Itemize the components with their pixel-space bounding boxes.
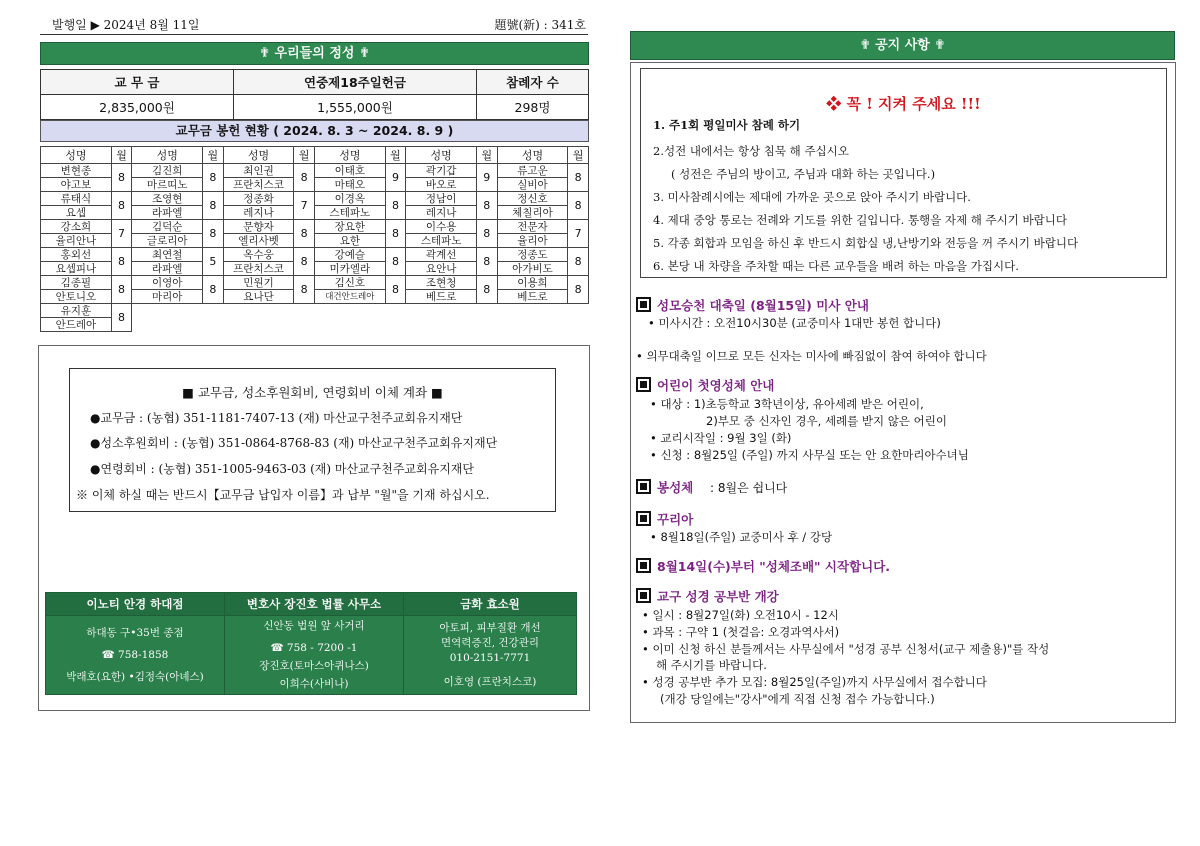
- col-header-month: 월: [203, 147, 224, 164]
- ad-optical-owner: 박래호(요한) •김정숙(아녜스): [66, 671, 204, 683]
- member-month: 8: [568, 276, 589, 304]
- section-first-communion-title: 어린이 첫영성체 안내: [657, 378, 775, 393]
- rule-2: 2.성전 내에서는 항상 침묵 해 주십시오: [653, 144, 849, 158]
- member-month: 8: [294, 276, 315, 304]
- member-baptismal-name: 아가비도: [497, 262, 568, 276]
- communion-target-1: • 대상 : 1)초등학교 3학년이상, 유아세례 받은 어린이,: [650, 397, 924, 411]
- member-baptismal-name: 레지나: [223, 206, 294, 220]
- ad-lawyer-phone: ☎ 758 - 7200 -1: [270, 642, 358, 654]
- col-header-name: 성명: [406, 147, 477, 164]
- rules-box: [640, 68, 1167, 278]
- communion-target-2: 2)부모 중 신자인 경우, 세례를 받지 않은 어린이: [706, 414, 948, 428]
- sick-communion-text: : 8월은 쉽니다: [710, 481, 788, 495]
- bible-study-form-2: 해 주시기를 바랍니다.: [656, 658, 767, 672]
- stats-header-attendance: 참례자 수: [477, 70, 589, 95]
- member-name: 최인권: [223, 164, 294, 178]
- square-bullet-icon: [636, 588, 651, 603]
- section-assumption-title: 성모승천 대축일 (8월15일) 미사 안내: [657, 298, 869, 313]
- member-name: 강예슬: [314, 248, 385, 262]
- offering-title: ✟ 우리들의 정성 ✟: [40, 42, 589, 65]
- member-baptismal-name: 실비아: [497, 178, 568, 192]
- account-line-vocation: ●성소후원회비 : (농협) 351-0864-8768-83 (재) 마산교구천주교회유지재단: [90, 436, 498, 450]
- rule-3: 3. 미사참례시에는 제대에 가까운 곳으로 앉아 주시기 바랍니다.: [653, 190, 971, 204]
- member-baptismal-name: 엘리사벳: [223, 234, 294, 248]
- stats-value-collection: 1,555,000원: [234, 95, 477, 120]
- rule-4: 4. 제대 중앙 통로는 전례와 기도를 위한 길입니다. 통행을 자제 해 주시기 바랍니다: [653, 213, 1067, 227]
- notice-title: ✟ 공지 사항 ✟: [630, 31, 1175, 60]
- member-month: 7: [294, 192, 315, 220]
- member-baptismal-name: 안토니오: [41, 290, 112, 304]
- member-name: 류태식: [41, 192, 112, 206]
- member-baptismal-name: 글로리아: [132, 234, 203, 248]
- member-baptismal-name: 스테파노: [406, 234, 477, 248]
- member-baptismal-name: 요안나: [406, 262, 477, 276]
- stats-header-collection: 연중제18주일헌금: [234, 70, 477, 95]
- member-month: 7: [111, 220, 132, 248]
- member-month: 8: [568, 248, 589, 276]
- col-header-month: 월: [477, 147, 498, 164]
- ads-table: [45, 592, 577, 695]
- square-bullet-icon: [636, 511, 651, 526]
- ad-lawyer-name: 장진호(토마스아퀴나스): [259, 660, 369, 672]
- member-month: 8: [385, 220, 406, 248]
- member-baptismal-name: 마르띠노: [132, 178, 203, 192]
- bible-study-form: • 이미 신청 하신 분들께서는 사무실에서 "성경 공부 신청서(교구 제출용)"를 작성: [642, 642, 1050, 656]
- member-name: 전문자: [497, 220, 568, 234]
- member-name: 김진희: [132, 164, 203, 178]
- col-header-name: 성명: [497, 147, 568, 164]
- communion-apply: • 신청 : 8월25일 (주일) 까지 사무실 또는 안 요한마리아수녀님: [650, 448, 969, 462]
- member-month: 8: [477, 192, 498, 220]
- square-bullet-icon: [636, 479, 651, 494]
- ad-body-lawyer: [225, 616, 404, 695]
- communion-start-date: • 교리시작일 : 9월 3일 (화): [650, 431, 792, 445]
- bible-study-extra: • 성경 공부반 추가 모집: 8월25일(주일)까지 사무실에서 접수합니다: [642, 675, 987, 689]
- member-month: 8: [477, 248, 498, 276]
- member-month: 9: [385, 164, 406, 192]
- issue-number: 題號(新) : 341호: [494, 18, 586, 32]
- member-name: 이영아: [132, 276, 203, 290]
- member-name: 김신호: [314, 276, 385, 290]
- member-month: 9: [477, 164, 498, 192]
- member-month: 8: [294, 248, 315, 276]
- assumption-obligation: • 의무대축일 이므로 모든 신자는 미사에 빠짐없이 참여 하여야 합니다: [636, 349, 987, 363]
- ad-body-enzyme: [404, 616, 577, 695]
- member-name: 이경옥: [314, 192, 385, 206]
- col-header-month: 월: [568, 147, 589, 164]
- member-month: 8: [294, 220, 315, 248]
- assumption-mass-time: • 미사시간 : 오전10시30분 (교중미사 1대만 봉헌 합니다): [648, 316, 941, 330]
- member-month: 8: [385, 248, 406, 276]
- member-name: 옥수웅: [223, 248, 294, 262]
- bible-study-time: • 일시 : 8월27일(화) 오전10시 - 12시: [642, 608, 839, 622]
- member-name: 장요한: [314, 220, 385, 234]
- member-month: 8: [568, 192, 589, 220]
- col-header-name: 성명: [314, 147, 385, 164]
- member-baptismal-name: 대건안드레아: [314, 290, 385, 304]
- member-baptismal-name: 미카엘라: [314, 262, 385, 276]
- member-name: 김덕순: [132, 220, 203, 234]
- bible-study-subject: • 과목 : 구약 1 (첫걸음: 오경과역사서): [642, 625, 840, 639]
- account-line-funeral: ●연령회비 : (농협) 351-1005-9463-03 (재) 마산교구천주교회유지재단: [90, 462, 474, 476]
- member-month: 8: [203, 192, 224, 220]
- ad-lawyer-staff: 이희수(사비나): [279, 678, 349, 690]
- member-month: 8: [568, 164, 589, 192]
- member-baptismal-name: 율리안나: [41, 234, 112, 248]
- rule-2-note: ( 성전은 주님의 방이고, 주님과 대화 하는 곳입니다.): [671, 167, 936, 181]
- curia-schedule: • 8월18일(주일) 교중미사 후 / 강당: [650, 530, 833, 544]
- account-box: [69, 368, 556, 512]
- member-baptismal-name: 라파엘: [132, 206, 203, 220]
- member-month: 8: [203, 164, 224, 192]
- member-month: 8: [294, 164, 315, 192]
- member-month: 8: [385, 192, 406, 220]
- member-baptismal-name: 베드로: [406, 290, 477, 304]
- member-name: 유지훈: [41, 304, 112, 318]
- member-name: 정남이: [406, 192, 477, 206]
- rule-1: 1. 주1회 평일미사 참례 하기: [653, 118, 801, 132]
- member-baptismal-name: 레지나: [406, 206, 477, 220]
- member-name: 곽기갑: [406, 164, 477, 178]
- member-name: 정종화: [223, 192, 294, 206]
- member-month: 8: [111, 164, 132, 192]
- square-bullet-icon: [636, 297, 651, 312]
- empty-cell: [132, 304, 589, 332]
- ad-enzyme-owner: 이호영 (프란치스코): [443, 675, 537, 688]
- member-name: 강소희: [41, 220, 112, 234]
- ad-body-optical: [46, 616, 225, 695]
- section-bible-study-title: 교구 성경 공부반 개강: [657, 589, 779, 604]
- section-curia: [636, 510, 693, 528]
- account-note: ※ 이체 하실 때는 반드시【교무금 납입자 이름】과 납부 "월"을 기재 하십시오.: [76, 488, 490, 502]
- stats-value-tithe: 2,835,000원: [41, 95, 234, 120]
- ad-name-enzyme: 금화 효소원: [404, 593, 577, 616]
- member-baptismal-name: 체칠리아: [497, 206, 568, 220]
- col-header-month: 월: [385, 147, 406, 164]
- ad-enzyme-line2: 면역력증진, 건강관리: [441, 636, 539, 649]
- ad-lawyer-address: 신안동 법원 앞 사거리: [263, 620, 365, 632]
- member-month: 7: [568, 220, 589, 248]
- member-name: 홍외선: [41, 248, 112, 262]
- ad-enzyme-line1: 아토피, 피부질환 개선: [439, 621, 541, 634]
- col-header-month: 월: [294, 147, 315, 164]
- member-baptismal-name: 요셉피나: [41, 262, 112, 276]
- contribution-title: 교무금 봉헌 현황 ( 2024. 8. 3 ~ 2024. 8. 9 ): [40, 120, 589, 142]
- stats-value-attendance: 298명: [477, 95, 589, 120]
- member-name: 정신호: [497, 192, 568, 206]
- member-name: 변현종: [41, 164, 112, 178]
- member-month: 5: [203, 248, 224, 276]
- offering-stats-table: [40, 69, 589, 120]
- col-header-name: 성명: [223, 147, 294, 164]
- member-month: 8: [111, 248, 132, 276]
- member-baptismal-name: 율리아: [497, 234, 568, 248]
- member-baptismal-name: 요한: [314, 234, 385, 248]
- section-bible-study: [636, 587, 779, 605]
- account-title: ■ 교무금, 성소후원회비, 연령회비 이체 계좌 ■: [182, 385, 443, 400]
- member-baptismal-name: 야고보: [41, 178, 112, 192]
- col-header-name: 성명: [132, 147, 203, 164]
- member-baptismal-name: 안드레아: [41, 318, 112, 332]
- member-month: 8: [203, 220, 224, 248]
- issue-header: [40, 14, 588, 35]
- member-name: 문향자: [223, 220, 294, 234]
- bible-study-extra-2: (개강 당일에는"강사"에게 직접 신청 접수 가능합니다.): [660, 692, 935, 706]
- section-sick-communion: [636, 478, 693, 496]
- member-month: 8: [111, 192, 132, 220]
- ad-name-optical: 이노티 안경 하대점: [46, 593, 225, 616]
- member-name: 이태호: [314, 164, 385, 178]
- rules-warning: ❖ 꼭 ! 지켜 주세요 !!!: [826, 95, 981, 113]
- member-name: 조영현: [132, 192, 203, 206]
- member-baptismal-name: 라파엘: [132, 262, 203, 276]
- section-curia-title: 꾸리아: [657, 512, 694, 527]
- member-baptismal-name: 요셉: [41, 206, 112, 220]
- member-baptismal-name: 스테파노: [314, 206, 385, 220]
- stats-header-tithe: 교 무 금: [41, 70, 234, 95]
- member-month: 8: [111, 304, 132, 332]
- member-name: 조현청: [406, 276, 477, 290]
- member-month: 8: [203, 276, 224, 304]
- member-baptismal-name: 프란치스코: [223, 178, 294, 192]
- contribution-table: [40, 146, 589, 332]
- section-first-communion: [636, 376, 774, 394]
- issue-date: 발행일 ▶ 2024년 8월 11일: [52, 18, 200, 32]
- ad-optical-address: 하대동 구•35번 종점: [86, 627, 184, 639]
- member-name: 이수용: [406, 220, 477, 234]
- rule-6: 6. 본당 내 차량을 주차할 때는 다른 교우들을 배려 하는 마음을 가집시다.: [653, 259, 1019, 273]
- ad-name-lawyer: 변호사 장진호 법률 사무소: [225, 593, 404, 616]
- square-bullet-icon: [636, 558, 651, 573]
- member-month: 8: [111, 276, 132, 304]
- rule-5: 5. 각종 회합과 모임을 하신 후 반드시 회합실 냉,난방기와 전등을 꺼 주시기 바랍니다: [653, 236, 1079, 250]
- ad-optical-phone: ☎ 758-1858: [101, 649, 169, 661]
- account-line-tithe: ●교무금 : (농협) 351-1181-7407-13 (재) 마산교구천주교회유지재단: [90, 411, 463, 425]
- section-sick-communion-title: 봉성체: [657, 480, 694, 495]
- member-month: 8: [477, 276, 498, 304]
- section-adoration: [636, 557, 890, 575]
- member-baptismal-name: 요나단: [223, 290, 294, 304]
- member-month: 8: [385, 276, 406, 304]
- member-name: 김종필: [41, 276, 112, 290]
- member-name: 민원기: [223, 276, 294, 290]
- member-baptismal-name: 프란치스코: [223, 262, 294, 276]
- square-bullet-icon: [636, 377, 651, 392]
- member-name: 정종도: [497, 248, 568, 262]
- section-adoration-title: 8월14일(수)부터 "성체조배" 시작합니다.: [657, 559, 891, 574]
- member-name: 최연철: [132, 248, 203, 262]
- member-baptismal-name: 마리아: [132, 290, 203, 304]
- member-baptismal-name: 베드로: [497, 290, 568, 304]
- member-name: 류고운: [497, 164, 568, 178]
- ad-enzyme-phone: 010-2151-7771: [449, 651, 531, 664]
- member-month: 8: [477, 220, 498, 248]
- section-assumption: [636, 296, 869, 314]
- member-baptismal-name: 바오로: [406, 178, 477, 192]
- col-header-month: 월: [111, 147, 132, 164]
- member-name: 곽계선: [406, 248, 477, 262]
- member-name: 이용희: [497, 276, 568, 290]
- member-baptismal-name: 마태오: [314, 178, 385, 192]
- col-header-name: 성명: [41, 147, 112, 164]
